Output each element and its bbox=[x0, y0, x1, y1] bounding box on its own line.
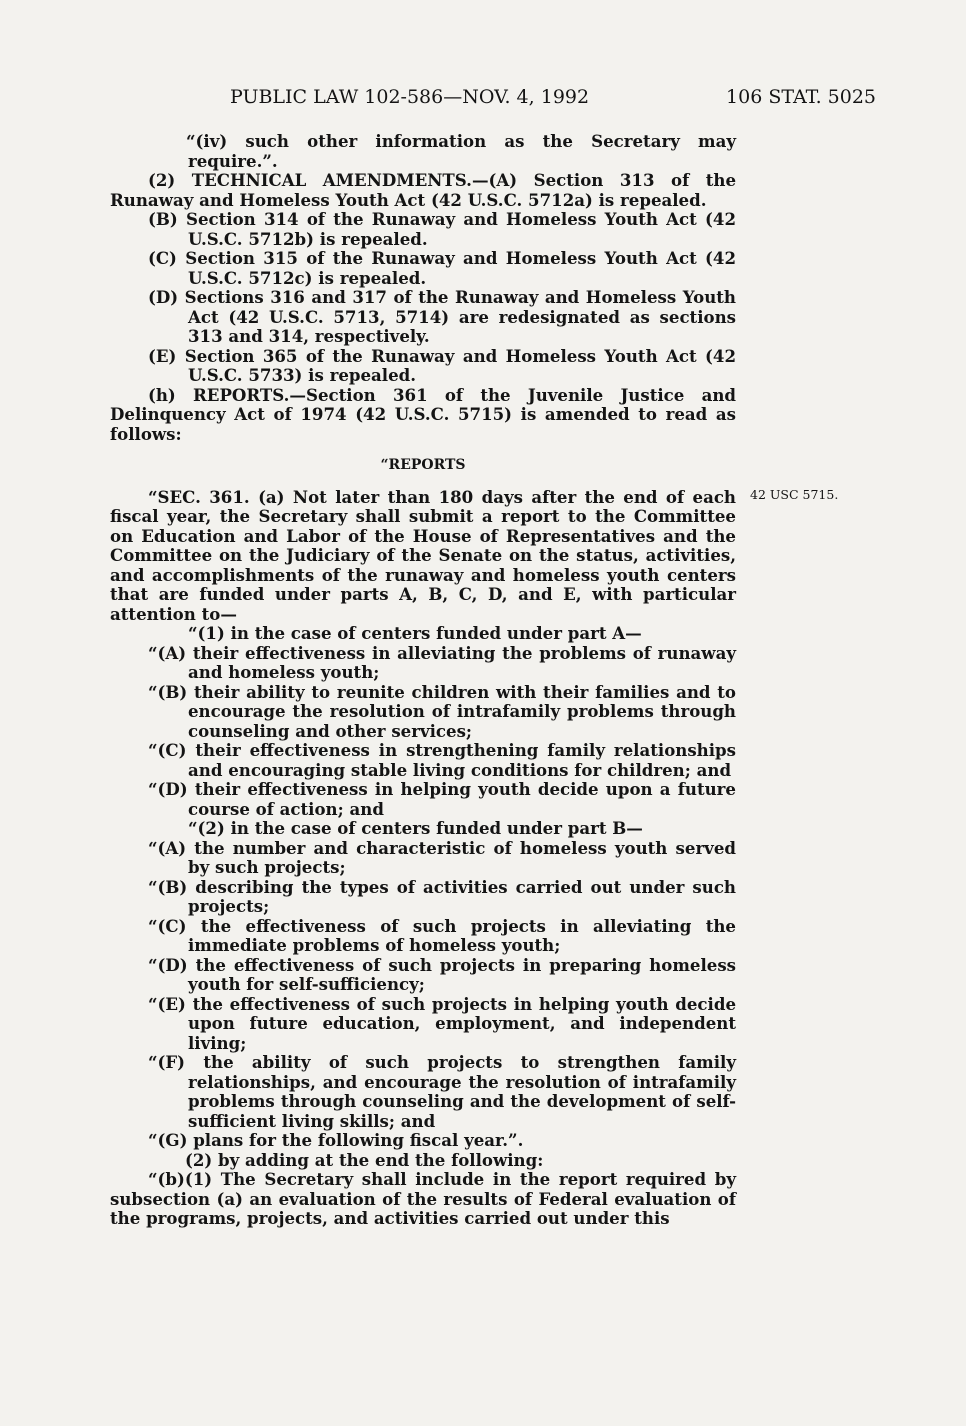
paragraph: (C) Section 315 of the Runaway and Homeless Youth Act (42 U.S.C. 5712c) is repealed. bbox=[148, 248, 736, 288]
paragraph: (E) Section 365 of the Runaway and Homeless Youth Act (42 U.S.C. 5733) is repealed. bbox=[148, 345, 736, 385]
paragraph: “SEC. 361. (a) Not later than 180 days after the end of each fiscal year, the Secretary shall submit a report to the Committee on Education and Labor of the House of Representatives and the Committee on the Judiciary of the Senate on the status, activities, and accomplishments of the runaway and homeless youth centers that are funded under parts A, B, C, D, and E, with particular attention to— bbox=[110, 486, 736, 624]
paragraph: (2) by adding at the end the following: bbox=[185, 1149, 544, 1170]
paragraph: “(2) in the case of centers funded under part B— bbox=[188, 818, 643, 838]
paragraph: (2) TECHNICAL AMENDMENTS.—(A) Section 313 of the Runaway and Homeless Youth Act (42 U.S.C. 5712a) is repealed. bbox=[110, 170, 736, 210]
paragraph: “(1) in the case of centers funded under part A— bbox=[188, 623, 642, 643]
paragraph: (B) Section 314 of the Runaway and Homeless Youth Act (42 U.S.C. 5712b) is repealed. bbox=[148, 209, 736, 249]
paragraph: “(iv) such other information as the Secretary may require.”. bbox=[186, 131, 736, 171]
paragraph: “(C) the effectiveness of such projects in alleviating the immediate problems of homeless youth; bbox=[148, 915, 736, 955]
margin-citation: 42 USC 5715. bbox=[750, 487, 839, 502]
paragraph: “(B) their ability to reunite children with their families and to encourage the resolution of intrafamily problems through counseling and other services; bbox=[148, 681, 736, 741]
section-heading: “REPORTS bbox=[380, 457, 466, 473]
paragraph: “(A) the number and characteristic of homeless youth served by such projects; bbox=[148, 837, 736, 877]
paragraph: “(b)(1) The Secretary shall include in the report required by subsection (a) an evaluation of the results of Federal evaluation of the programs, projects, and activities carried out under this bbox=[110, 1169, 736, 1228]
paragraph: “(F) the ability of such projects to strengthen family relationships, and encourage the resolution of intrafamily problems through counseling and the development of self-sufficient living skills; and bbox=[148, 1052, 736, 1131]
paragraph: “(D) the effectiveness of such projects in preparing homeless youth for self-sufficiency; bbox=[148, 954, 736, 994]
paragraph: “(G) plans for the following fiscal year.”. bbox=[148, 1130, 524, 1150]
header-title: PUBLIC LAW 102-586—NOV. 4, 1992 bbox=[230, 86, 590, 108]
page-header bbox=[110, 86, 876, 116]
paragraph: (D) Sections 316 and 317 of the Runaway and Homeless Youth Act (42 U.S.C. 5713, 5714) are redesignated as sections 313 and 314, respectively. bbox=[148, 287, 736, 346]
header-stat-page: 106 STAT. 5025 bbox=[726, 86, 876, 108]
paragraph: (h) REPORTS.—Section 361 of the Juvenile Justice and Delinquency Act of 1974 (42 U.S.C. 5715) is amended to read as follows: bbox=[110, 384, 736, 444]
paragraph: “(A) their effectiveness in alleviating the problems of runaway and homeless youth; bbox=[148, 642, 736, 682]
paragraph: “(D) their effectiveness in helping youth decide upon a future course of action; and bbox=[148, 779, 736, 819]
paragraph: “(C) their effectiveness in strengthening family relationships and encouraging stable living conditions for children; and bbox=[148, 740, 736, 780]
document-body bbox=[110, 132, 736, 1229]
paragraph: “(E) the effectiveness of such projects in helping youth decide upon future education, employment, and independent living; bbox=[148, 993, 736, 1053]
paragraph: “(B) describing the types of activities carried out under such projects; bbox=[148, 876, 736, 916]
